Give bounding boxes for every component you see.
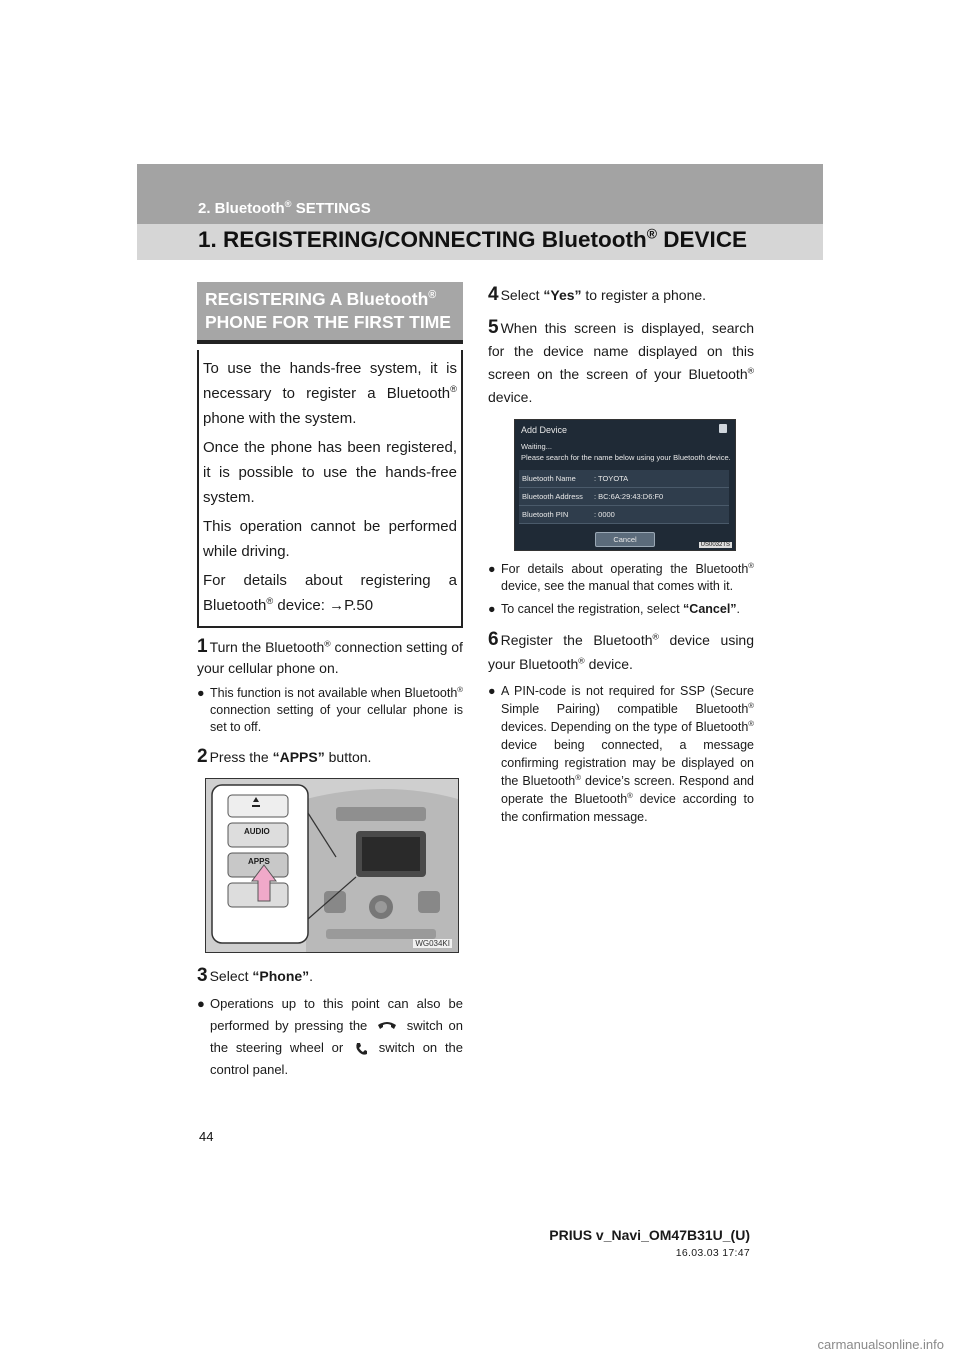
add-device-screen (514, 419, 736, 551)
document-id: PRIUS v_Navi_OM47B31U_(U) (549, 1227, 750, 1243)
phone-handset-icon (376, 1020, 398, 1034)
phone-status-icon (719, 424, 727, 433)
step-3-note: ● Operations up to this point can also be performed by pressing the switch on the steering wheel or switch on the control panel. (197, 993, 463, 1081)
step-1: 1 Turn the Bluetooth® connection setting of your cellular phone on. (197, 636, 463, 676)
bullet-icon: ● (488, 562, 496, 576)
note-pin-code: ● A PIN-code is not required for SSP (Secure Simple Pairing) compatible Bluetooth® devices. Depending on the type of Bluetooth® device being connected, a message confirming registration may be displayed on the Bluetooth® device’s screen. Respond and operate the Bluetooth® device according to the confirmation message. (488, 684, 754, 824)
bullet-icon: ● (488, 684, 496, 698)
info-paragraph: To use the hands-free system, it is necessary to register a Bluetooth® phone with the system. (203, 360, 457, 427)
info-paragraph: This operation cannot be performed while driving. (203, 518, 457, 560)
screen-title: Add Device (521, 425, 568, 435)
box-heading: REGISTERING A Bluetooth® PHONE FOR THE FIRST TIME (197, 282, 463, 344)
step-5: 5 When this screen is displayed, search for the device name displayed on this screen on the screen of your Bluetooth® device. (488, 317, 754, 405)
step-2: 2 Press the “APPS” button. (197, 746, 372, 767)
note-cancel: ● To cancel the registration, select “Cancel”. (488, 602, 741, 616)
page-number: 44 (199, 1129, 214, 1144)
section-label: 2. Bluetooth® SETTINGS (198, 199, 371, 217)
info-paragraph: For details about registering a Bluetooth® device: →P.50 (203, 572, 457, 614)
figure-code: US0032TS (700, 542, 730, 548)
info-row: Bluetooth Address : BC:6A:29:43:D6:F0 (519, 488, 729, 506)
right-column (488, 282, 754, 826)
info-box (197, 350, 463, 628)
left-column (197, 282, 463, 1081)
cancel-button[interactable]: Cancel (595, 532, 655, 547)
chapter-title: 1. REGISTERING/CONNECTING Bluetooth® DEVICE (198, 225, 748, 252)
info-row: Bluetooth PIN : 0000 (519, 506, 729, 524)
document-timestamp: 16.03.03 17:47 (675, 1247, 750, 1259)
instruction-text: Please search for the name below using your Bluetooth device. (521, 453, 731, 462)
bullet-icon: ● (197, 686, 205, 700)
dashboard-figure (205, 778, 459, 953)
step-1-note: ● This function is not available when Bluetooth® connection setting of your cellular phone is set to off. (197, 684, 463, 734)
note-operating-device: ● For details about operating the Bluetooth® device, see the manual that comes with it. (488, 560, 754, 593)
apps-button-label: APPS (248, 857, 270, 866)
step-4: 4 Select “Yes” to register a phone. (488, 284, 707, 305)
figure-code: WG034KI (415, 939, 450, 948)
phone-icon (354, 1042, 368, 1056)
bullet-icon: ● (488, 602, 496, 616)
step-3: 3 Select “Phone”. (197, 965, 314, 986)
info-paragraph: Once the phone has been registered, it is possible to use the hands-free system. (203, 439, 457, 506)
audio-button-label: AUDIO (244, 827, 270, 836)
bullet-icon: ● (197, 996, 205, 1011)
step-6: 6 Register the Bluetooth® device using your Bluetooth® device. (488, 629, 754, 672)
info-row: Bluetooth Name : TOYOTA (519, 470, 729, 488)
dashboard-illustration (206, 779, 458, 952)
watermark: carmanualsonline.info (817, 1337, 944, 1352)
waiting-text: Waiting... (521, 442, 552, 451)
